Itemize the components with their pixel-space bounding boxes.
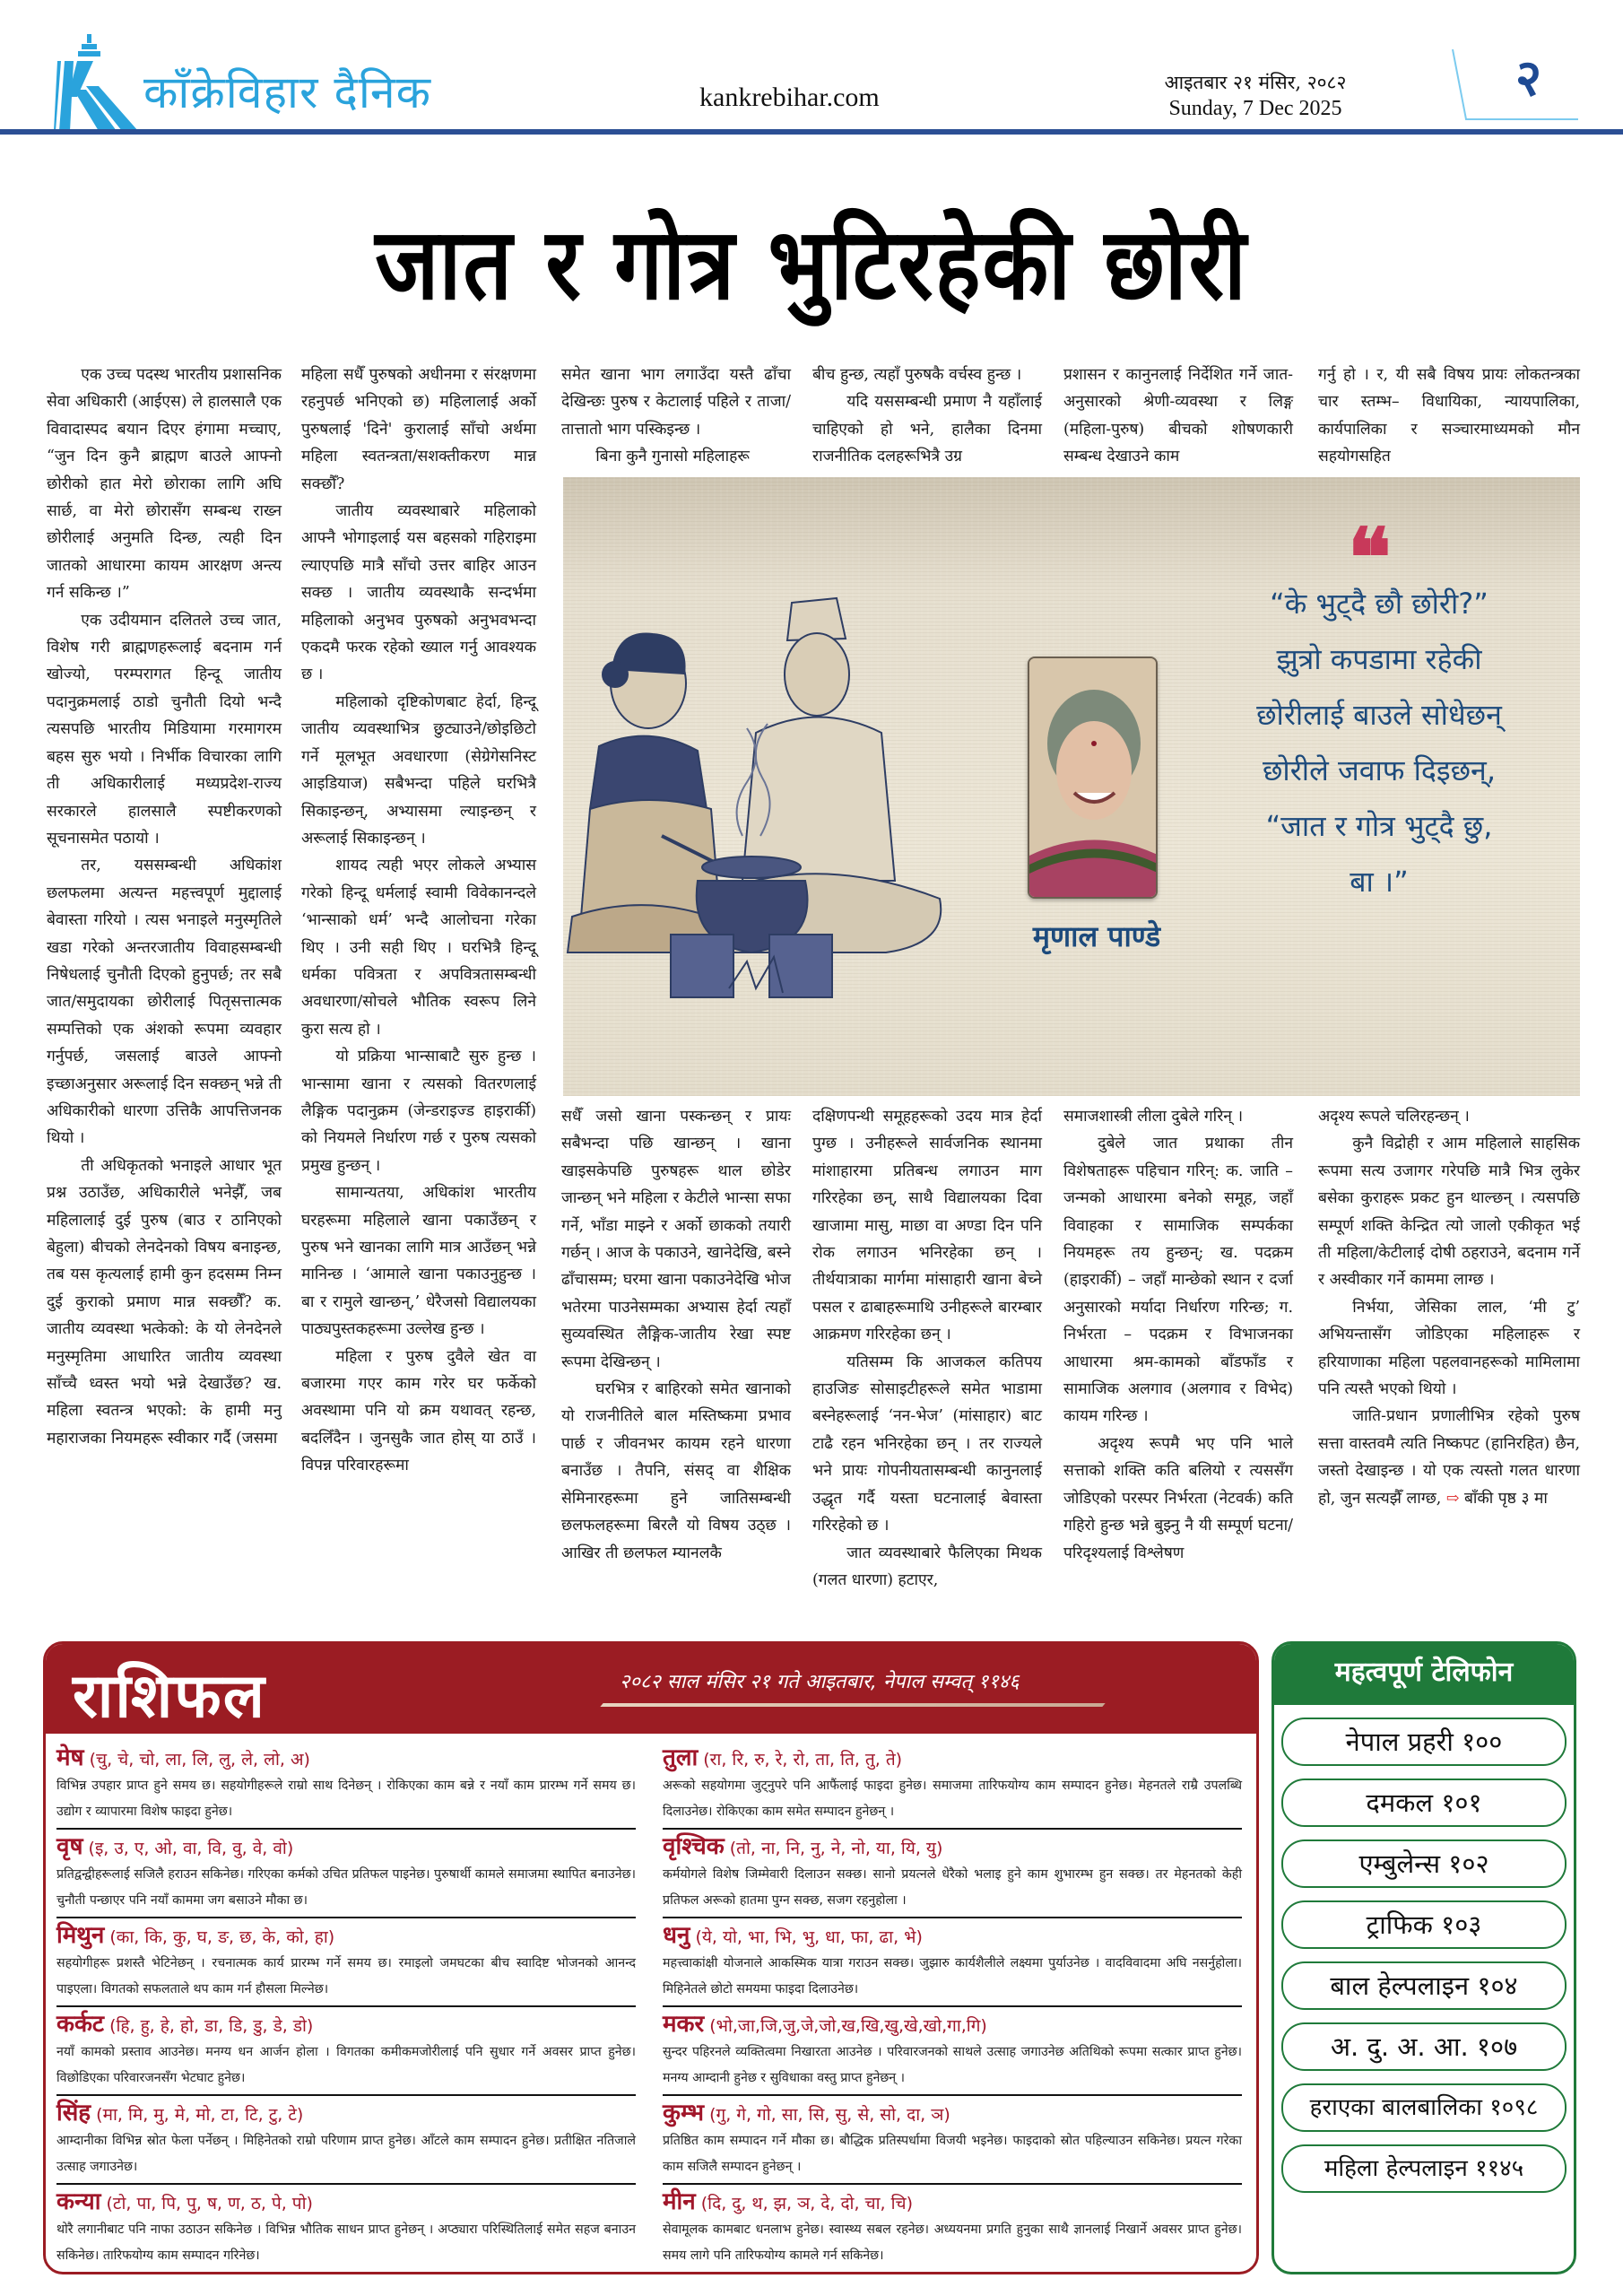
phone-item: हराएका बालबालिका १०९८ [1281, 2083, 1567, 2132]
sign-forecast: विभिन्न उपहार प्राप्त हुने समय छ। सहयोगीहरूले राम्रो साथ दिनेछन् । रोकिएका काम बन्ने र नयाँ काम प्रारम्भ गर्ने समय छ। उद्योग र व्यापारमा विशेष फाइदा हुनेछ। [56, 1779, 636, 1819]
date-english: Sunday, 7 Dec 2025 [1168, 97, 1342, 120]
feature-illustration [563, 477, 1580, 1096]
father-daughter-cooking-illustration [563, 540, 985, 1042]
author-photo [1028, 657, 1158, 899]
sign-forecast: अरूको सहयोगमा जुट्नुपरे पनि आफैंलाई फाइदा हुनेछ। समाजमा तारिफयोग्य काम सम्पादन हुनेछ। मेहनतले राम्रै उपलब्धि दिलाउनेछ। रोकिएका काम समेत सम्पादन हुनेछन् । [663, 1779, 1242, 1819]
article-column-3-top [561, 361, 791, 471]
sign-name: वृश्चिक [663, 1833, 725, 1860]
sign-forecast: प्रतिद्वन्द्वीहरूलाई सजिलै हराउन सकिनेछ। गरिएका कर्मको उचित प्रतिफल पाइनेछ। पुरुषार्थी कामले समाजमा स्थापित बनाउनेछ। चुनौती पन्छाएर पनि नयाँ काममा जग बसाउने मौका छ। [56, 1867, 636, 1908]
article-column-5-top [1063, 361, 1293, 471]
masthead-rule [0, 129, 1623, 135]
sign-letters: (चु, चे, चो, ला, लि, लु, ले, लो, अ) [89, 1750, 310, 1770]
quote-line: “जात र गोत्र भुट्दै छु, [1265, 809, 1493, 843]
paragraph: निर्भया, जेसिका लाल, ‘मी टु’ अभियन्तासँग जोडिएका महिलाहरू र हरियाणाका महिला पहलवानहरूको मामिलामा पनि त्यस्तै भएको थियो । [1318, 1298, 1580, 1399]
paragraph: अदृश्य रूपले चलिरहन्छन् । [1318, 1108, 1470, 1126]
sign-name: सिंह [56, 2100, 91, 2126]
rashifal-header [46, 1644, 1256, 1734]
pull-quote [1218, 576, 1541, 909]
phone-item: महिला हेल्पलाइन ११४५ [1281, 2144, 1567, 2193]
paragraph: दक्षिणपन्थी समूहहरूको उदय मात्र हेर्दा पुग्छ । उनीहरूले सार्वजनिक स्थानमा मांशाहारमा प्रतिबन्ध लगाउन माग गरिरहेका छन्, साथै विद्यालयका दिवा खाजामा मासु, माछा वा अण्डा दिन पनि रोक लगाउन भनिरहेका छन् । तीर्थयात्राका मार्गमा मांसाहारी खाना बेच्ने पसल र ढाबाहरूमाथि उनीहरूले बारम्बार आक्रमण गरिरहेका छन् । [812, 1108, 1042, 1344]
paragraph: कुनै विद्रोही र आम महिलाले साहसिक रूपमा सत्य उजागर गरेपछि मात्रै भित्र लुकेर बसेका कुराहरू प्रकट हुन थाल्छन् । त्यसपछि सम्पूर्ण शक्ति केन्द्रित त्यो जालो एकीकृत भई ती महिला/केटीलाई दोषी ठहराउने, बदनाम गर्ने र अस्वीकार गर्ने काममा लाग्छ । [1318, 1135, 1580, 1290]
sign-forecast: थोरै लगानीबाट पनि नाफा उठाउन सकिनेछ । विभिन्न भौतिक साधन प्राप्त हुनेछन् । अप्ठ्यारा परिस्थितिलाई समेत सहज बनाउन सकिनेछ। तारिफयोग्य काम सम्पादन गरिनेछ। [56, 2222, 636, 2263]
sign-name: मेष [56, 1744, 84, 1771]
paragraph: एक उच्च पदस्थ भारतीय प्रशासनिक सेवा अधिकारी (आईएस) ले हालसालै एक विवादास्पद बयान दिएर हंगामा मच्चाए, “जुन दिन कुनै ब्राह्मण बाउले आफ्नो छोरीको हात मेरो छोराका लागि अघि सार्छ, वा मेरो छोरासँग सम्बन्ध राख्न छोरीलाई अनुमति दिन्छ, त्यही दिन जातको आधारमा कायम आरक्षण अन्त्य गर्न सकिन्छ ।” [47, 366, 282, 603]
sign-name: कर्कट [56, 2011, 105, 2038]
quote-line: बा ।” [1350, 865, 1409, 899]
site-url[interactable]: kankrebihar.com [699, 83, 880, 112]
sign-forecast: सहयोगीहरू प्रशस्तै भेटिनेछन् । रचनात्मक कार्य प्रारम्भ गर्ने समय छ। रमाइलो जमघटका बीच स्वादिष्ट भोजनको आनन्द पाइएला। विगतको सफलताले थप काम गर्न हौसला मिल्नेछ। [56, 1956, 636, 1996]
article-column-3-bottom [561, 1103, 791, 1567]
sign-name: कुम्भ [663, 2100, 705, 2126]
paragraph: महिला सधैँ पुरुषको अधीनमा र संरक्षणमा रहनुपर्छ भनिएको छ) महिलालाई अर्को पुरुषलाई 'दिने' कुरालाई साँचो अर्थमा महिला स्वतन्त्रता/सशक्तीकरण मान्न सक्छौँ? [301, 366, 536, 493]
sign-name: कन्या [56, 2188, 101, 2215]
sign-forecast: सेवामूलक कामबाट धनलाभ हुनेछ। स्वास्थ्य सबल रहनेछ। अध्ययनमा प्रगति हुनुका साथै ज्ञानलाई निखार्ने अवसर प्राप्त हुनेछ। समय लागे पनि तारिफयोग्य कामले गर्न सकिनेछ। [663, 2222, 1242, 2263]
paragraph: सधैँ जसो खाना पस्कन्छन् र प्रायः सबैभन्दा पछि खान्छन् । खाना खाइसकेपछि पुरुषहरू थाल छोडेर जान्छन् भने महिला र केटीले भान्सा सफा गर्ने, भाँडा माझ्ने र अर्को छाकको तयारी गर्छन् । आज के पकाउने, खानेदेखि, बस्ने ढाँचासम्म; घरमा खाना पकाउनेदेखि भोज भतेरमा पाउनेसम्मका अभ्यास हेर्दा त्यहाँ सुव्यवस्थित लैङ्गिक-जातीय रेखा स्पष्ट रूपमा देखिन्छन् । [561, 1108, 791, 1371]
zodiac-sign [56, 1744, 636, 1830]
article-column-2 [301, 361, 536, 1635]
phone-item: ट्राफिक १०३ [1281, 1900, 1567, 1949]
zodiac-sign [663, 2100, 1242, 2185]
sign-letters: (गु, गे, गो, सा, सि, सु, से, सो, दा, ञ) [709, 2105, 950, 2125]
sign-letters: (दि, दु, थ, झ, ञ, दे, दो, चा, चि) [700, 2194, 913, 2213]
paragraph: बिना कुनै गुनासो महिलाहरू [595, 448, 750, 466]
continued-on-page-link[interactable]: बाँकी पृष्ठ ३ मा [1463, 1489, 1548, 1508]
sign-letters: (इ, उ, ए, ओ, वा, वि, वु, वे, वो) [88, 1839, 294, 1858]
newspaper-name: काँक्रेविहार दैनिक [143, 66, 431, 118]
paragraph: बीच हुन्छ, त्यहाँ पुरुषकै वर्चस्व हुन्छ । [812, 366, 1022, 384]
author-name: मृणाल पाण्डे [1032, 919, 1161, 953]
paragraph: सामान्यतया, अधिकांश भारतीय घरहरूमा महिलाले खाना पकाउँछन् र पुरुष भने खानका लागि मात्र आउँछन् भन्ने मानिन्छ । ‘आमाले खाना पकाउनुहुन्छ । बा र रामुले खान्छन्,’ धेरैजसो विद्यालयका पाठ्यपुस्तकहरूमा उल्लेख हुन्छ । [301, 1184, 536, 1339]
paragraph: एक उदीयमान दलितले उच्च जात, विशेष गरी ब्राह्मणहरूलाई बदनाम गर्न खोज्यो, परम्परागत हिन्दू जातीय पदानुक्रमलाई ठाडो चुनौती दियो भन्दै त्यसपछि भारतीय मिडियामा गरमागरम बहस सुरु भयो । निर्भीक विचारका लागि ती अधिकारीलाई मध्यप्रदेश-राज्य सरकारले हालसालै स्पष्टीकरणको सूचनासमेत पठायो । [47, 611, 282, 848]
article-column-6-bottom [1318, 1103, 1580, 1512]
paragraph: दुबेले जात प्रथाका तीन विशेषताहरू पहिचान गरिन्: क. जाति – जन्मको आधारमा बनेको समूह, जहाँ विवाहका र सामाजिक सम्पर्कका नियमहरू तय हुन्छन्; ख. पदक्रम (हाइरार्की) – जहाँ मान्छेको स्थान र दर्जा अनुसारको मर्यादा निर्धारण गरिन्छ; ग. निर्भरता – पदक्रम र विभाजनका आधारमा श्रम-कामको बाँडफाँड र सामाजिक अलगाव (अलगाव र विभेद) कायम गरिन्छ । [1063, 1135, 1293, 1426]
phone-list [1281, 1718, 1567, 2205]
quote-line: छोरीलाई बाउले सोधेछन् [1256, 698, 1502, 732]
rashifal-column-right [663, 1744, 1242, 2274]
sign-name: मिथुन [56, 1922, 105, 1949]
sign-forecast: कर्मयोगले विशेष जिम्मेवारी दिलाउन सक्छ। सानो प्रयत्नले धेरैको भलाइ हुने काम शुभारम्भ हुन सक्छ। तर मेहनतको केही प्रतिफल अरूको हातमा पुग्न सक्छ, सजग रहनुहोला । [663, 1867, 1242, 1908]
paragraph-text: जाति-प्रधान प्रणालीभित्र रहेको पुरुष सत्ता वास्तवमै त्यति निष्कपट (हानिरहित) छैन, जस्तो देखाइन्छ । यो एक त्यस्तो गलत धारणा हो, जुन सत्यझैँ लाग्छ, [1318, 1407, 1580, 1508]
sign-forecast: प्रतिष्ठित काम सम्पादन गर्ने मौका छ। बौद्धिक प्रतिस्पर्धामा विजयी भइनेछ। फाइदाको स्रोत पहिल्याउन सकिनेछ। प्रयत्न गरेका काम सजिलै सम्पादन हुनेछन् । [663, 2134, 1242, 2174]
quote-line: छोरीले जवाफ दिइछन्, [1263, 753, 1496, 787]
phone-item: बाल हेल्पलाइन १०४ [1281, 1961, 1567, 2010]
sign-letters: (तो, ना, नि, नु, ने, नो, या, यि, यु) [729, 1839, 943, 1858]
page-number-frame [1444, 49, 1578, 121]
sign-letters: (मा, मि, मु, मे, मो, टा, टि, टु, टे) [96, 2105, 304, 2125]
article-column-1 [47, 361, 282, 1635]
zodiac-sign [663, 1833, 1242, 1918]
sign-name: तुला [663, 1744, 699, 1771]
sign-letters: (भो,जा,जि,जु,जे,जो,ख,खि,खु,खे,खो,गा,गि) [709, 2016, 987, 2036]
paragraph: महिलाको दृष्टिकोणबाट हेर्दा, हिन्दू जातीय व्यवस्थाभित्र छुट्याउने/छोइछिटो गर्ने मूलभूत अवधारणा (सेग्रेगेसनिस्ट आइडियाज) सबैभन्दा पहिले घरभित्रै सिकाइन्छन्, अभ्यासमा ल्याइन्छन् र अरूलाई सिकाइन्छन् । [301, 692, 536, 848]
rashifal-date: २०८२ साल मंसिर २१ गते आइतबार, नेपाल सम्वत् ११४६ [620, 1671, 1020, 1693]
sign-forecast: सुन्दर पहिरनले व्यक्तित्वमा निखारता आउनेछ । परिवारजनको साथले उत्साह जगाउनेछ अतिथिको रूपमा सत्कार प्राप्त हुनेछ। मनग्य आम्दानी हुनेछ र सुविधाका वस्तु प्राप्त हुनेछन् । [663, 2045, 1242, 2085]
article-column-4-bottom [812, 1103, 1042, 1594]
headline: जात र गोत्र भुटिरहेकी छोरी [375, 205, 1248, 322]
sign-forecast: आम्दानीका विभिन्न स्रोत फेला पर्नेछन् । मिहिनेतको राम्रो परिणाम प्राप्त हुनेछ। आँटले काम सम्पादन हुनेछ। प्रतीक्षित नतिजाले उत्साह जगाउनेछ। [56, 2134, 636, 2174]
date-nepali: आइतबार २१ मंसिर, २०८२ [1164, 72, 1347, 93]
zodiac-sign [663, 1744, 1242, 1830]
sign-forecast: नयाँ कामको प्रस्ताव आउनेछ। मनग्य धन आर्जन होला । विगतका कमीकमजोरीलाई पनि सुधार गर्ने अवसर प्राप्त हुनेछ। विछोडिएका परिवारजनसँग भेटघाट हुनेछ। [56, 2045, 636, 2085]
zodiac-sign [56, 2100, 636, 2185]
paragraph: ती अधिकृतको भनाइले आधार भूत प्रश्न उठाउँछ, अधिकारीले भनेझैँ, जब महिलालाई दुई पुरुष (बाउ र ठानिएको बेहुला) बीचको लेनदेनको विषय बनाइन्छ, तब यस कृत्यलाई हामी कुन हदसम्म निम्न दुई कुराको प्रमाण मान्न सक्छौँ? क. जातीय व्यवस्था भत्केको: के यो लेनदेनले मनुस्मृतिमा आधारित जातीय व्यवस्था साँच्चै ध्वस्त भयो भन्ने देखाउँछ? ख. महिला स्वतन्त्र भएको: के हामी मनु महाराजका नियमहरू स्वीकार गर्दै (जसमा [47, 1156, 282, 1448]
paragraph: यतिसम्म कि आजकल कतिपय हाउजिङ सोसाइटीहरूले समेत भाडामा बस्नेहरूलाई ‘नन-भेज’ (मांसाहार) बाट टाढै रहन भनिरहेका छन् । तर राज्यले भने प्रायः गोपनीयतासम्बन्धी कानुनलाई उद्धृत गर्दै यस्ता घटनालाई बेवास्ता गरिरहेको छ । [812, 1352, 1042, 1535]
sign-name: धनु [663, 1922, 690, 1949]
author-portrait-icon [1029, 658, 1158, 899]
important-phones-panel [1271, 1641, 1576, 2274]
rashifal-date-underline [600, 1703, 1105, 1707]
sign-letters: (ये, यो, भा, भि, भु, धा, फा, ढा, भे) [695, 1927, 923, 1947]
sign-letters: (रा, रि, रु, रे, रो, ता, ति, तु, ते) [703, 1750, 903, 1770]
zodiac-sign [663, 2011, 1242, 2096]
zodiac-sign [56, 2188, 636, 2274]
sign-letters: (हि, हु, हे, हो, डा, डि, डु, डे, डो) [109, 2016, 314, 2036]
phone-item: अ. दु. अ. आ. १०७ [1281, 2022, 1567, 2071]
sign-name: मीन [663, 2188, 696, 2215]
article-column-4-top [812, 361, 1042, 471]
paragraph: महिला र पुरुष दुवैले खेत वा बजारमा गएर काम गरेर घर फर्केको अवस्थामा पनि यो क्रम यथावत् रहन्छ, बदलिँदैन । जुनसुकै जात होस् या ठाउँ । विपन्न परिवारहरूमा [301, 1347, 536, 1475]
phones-title: महत्वपूर्ण टेलिफोन [1274, 1644, 1574, 1705]
phone-item: दमकल १०१ [1281, 1779, 1567, 1827]
quote-mark-icon: ❝ [1348, 510, 1392, 605]
paragraph: यो प्रक्रिया भान्साबाटै सुरु हुन्छ । भान्सामा खाना र त्यसको वितरणलाई लैङ्गिक पदानुक्रम (जेन्डराइज्ड हाइरार्की) को नियमले निर्धारण गर्छ र पुरुष त्यसको प्रमुख हुन्छन् । [301, 1048, 536, 1175]
sign-letters: (का, कि, कु, घ, ङ, छ, के, को, हा) [109, 1927, 335, 1947]
zodiac-sign [56, 2011, 636, 2096]
paragraph: जात व्यवस्थाबारे फैलिएका मिथक (गलत धारणा) हटाएर, [812, 1544, 1042, 1589]
paragraph: प्रशासन र कानुनलाई निर्देशित गर्ने जात-अनुसारको श्रेणी-व्यवस्था र लिङ्ग (महिला-पुरुष) बीचको शोषणकारी सम्बन्ध देखाउने काम [1063, 366, 1293, 466]
sign-letters: (टो, पा, पि, पु, ष, ण, ठ, पे, पो) [106, 2194, 313, 2213]
continue-arrow-icon: ⇨ [1445, 1489, 1460, 1508]
sign-forecast: महत्त्वाकांक्षी योजनाले आकस्मिक यात्रा गराउन सक्छ। जुझारु कार्यशैलीले लक्ष्यमा पुर्याउनेछ । वादविवादमा अघि नसर्नुहोला। मिहिनेतले छोटो समयमा फाइदा दिलाउनेछ। [663, 1956, 1242, 1996]
phone-item: एम्बुलेन्स १०२ [1281, 1839, 1567, 1888]
paragraph: गर्नु हो । र, यी सबै विषय प्रायः लोकतन्त्रका चार स्तम्भ– विधायिका, न्यायपालिका, कार्यपालिका र सञ्चारमाध्यमको मौन सहयोगसहित [1318, 366, 1580, 466]
paragraph [1318, 1403, 1580, 1512]
paragraph: तर, यससम्बन्धी अधिकांश छलफलमा अत्यन्त महत्त्वपूर्ण मुद्दालाई बेवास्ता गरियो । त्यस भनाइले मनुस्मृतिले खडा गरेको अन्तरजातीय विवाहसम्बन्धी निषेधलाई चुनौती दिएको हुनुपर्छ; तर सबै जात/समुदायका छोरीलाई पितृसत्तात्मक सम्पत्तिको एक अंशको रूपमा व्यवहार गर्नुपर्छ, जसलाई बाउले आफ्नो इच्छाअनुसार अरूलाई दिन सक्छन् भन्ने ती अधिकारीको धारणा उत्तिकै आपत्तिजनक थियो । [47, 857, 282, 1148]
kankrebihar-logo-icon [54, 34, 143, 131]
paragraph: यदि यससम्बन्धी प्रमाण नै यहाँलाई चाहिएको हो भने, हालैका दिनमा राजनीतिक दलहरूभित्रै उग्र [812, 393, 1042, 466]
zodiac-sign [56, 1833, 636, 1918]
page-number: २ [1515, 49, 1542, 108]
article-column-6-top [1318, 361, 1580, 471]
paragraph: जातीय व्यवस्थाबारे महिलाको आफ्नै भोगाइलाई यस बहसको गहिराइमा ल्याएपछि मात्रै साँचो उत्तर बाहिर आउन सक्छ । जातीय व्यवस्थाकै सन्दर्भमा महिलाको अनुभव पुरुषको अनुभवभन्दा एकदमै फरक रहेको ख्याल गर्नु आवश्यक छ । [301, 502, 536, 684]
zodiac-sign [56, 1922, 636, 2007]
rashifal-title: राशिफल [73, 1661, 266, 1732]
article-column-5-bottom [1063, 1103, 1293, 1567]
paragraph: अदृश्य रूपमै भए पनि भाले सत्ताको शक्ति कति बलियो र त्यससँग जोडिएको परस्पर निर्भरता (नेटवर्क) कति गहिरो हुन्छ भन्ने बुझ्नु नै यी सम्पूर्ण घटना/परिदृश्यलाई विश्लेषण [1063, 1434, 1293, 1562]
zodiac-sign [663, 1922, 1242, 2007]
sign-name: वृष [56, 1833, 83, 1860]
paragraph: समेत खाना भाग लगाउँदा यस्तै ढाँचा देखिन्छः पुरुष र केटालाई पहिले र ताजा/तात्तातो भाग पस्किइन्छ । [561, 366, 791, 439]
rashifal-panel [43, 1641, 1259, 2274]
paragraph: घरभित्र र बाहिरको समेत खानाको यो राजनीतिले बाल मस्तिष्कमा प्रभाव पार्छ र जीवनभर कायम रहने धारणा बनाउँछ । तैपनि, संसद् वा शैक्षिक सेमिनारहरूमा हुने जातिसम्बन्धी छलफलहरूमा बिरलै यो विषय उठ्छ । आखिर ती छलफल म्यानलकै [561, 1380, 791, 1562]
quote-line: झुत्रो कपडामा रहेकी [1276, 642, 1482, 676]
phone-item: नेपाल प्रहरी १०० [1281, 1718, 1567, 1766]
paragraph: समाजशास्त्री लीला दुबेले गरिन् । [1063, 1108, 1244, 1126]
sign-name: मकर [663, 2011, 705, 2038]
rashifal-column-left [56, 1744, 636, 2274]
masthead [0, 0, 1623, 135]
zodiac-sign [663, 2188, 1242, 2274]
quote-line: “के भुट्दै छौ छोरी?” [1270, 587, 1488, 621]
paragraph: शायद त्यही भएर लोकले अभ्यास गरेको हिन्दू धर्मलाई स्वामी विवेकानन्दले ‘भान्साको धर्म’ भन्दै आलोचना गरेका थिए । उनी सही थिए । घरभित्रै हिन्दू धर्मका पवित्रता र अपवित्रतासम्बन्धी अवधारणा/सोचले भौतिक स्वरूप लिने कुरा सत्य हो । [301, 857, 536, 1039]
